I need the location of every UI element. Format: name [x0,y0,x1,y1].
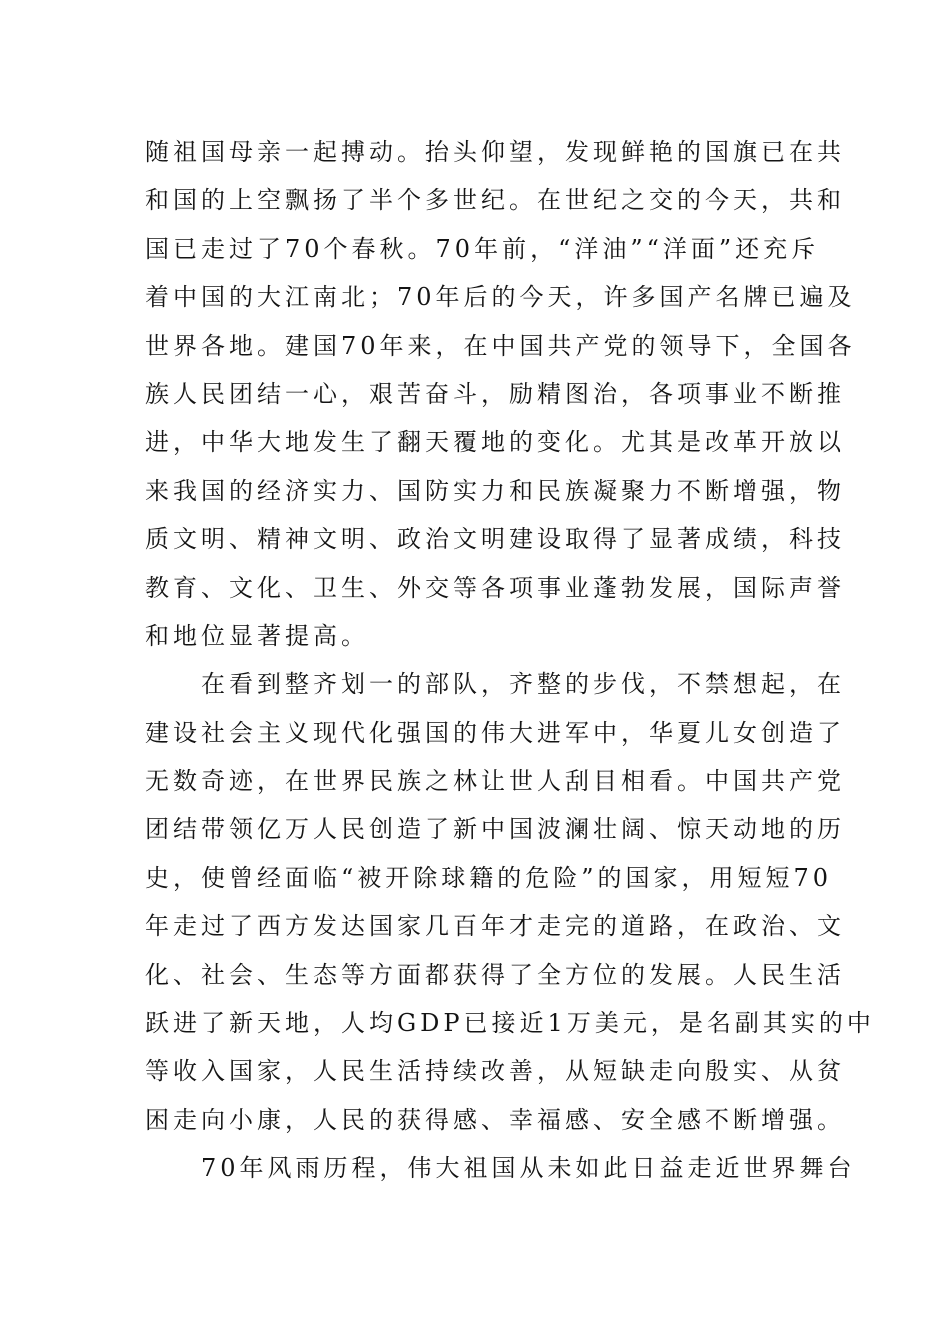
text-line: 国已走过了70个春秋。70年前，“洋油”“洋面”还充斥 [145,234,820,263]
text-line: 在看到整齐划一的部队，齐整的步伐，不禁想起，在 [201,670,845,699]
text-line: 教育、文化、卫生、外交等各项事业蓬勃发展，国际声誉 [145,573,845,602]
text-line: 困走向小康，人民的获得感、幸福感、安全感不断增强。 [145,1105,845,1134]
text-line: 化、社会、生态等方面都获得了全方位的发展。人民生活 [145,960,845,989]
text-line: 随祖国母亲一起搏动。抬头仰望，发现鲜艳的国旗已在共 [145,138,845,166]
paragraph-1 [145,128,856,660]
text-line: 世界各地。建国70年来，在中国共产党的领导下，全国各 [145,331,856,360]
text-line: 和地位显著提高。 [145,621,369,650]
text-line: 质文明、精神文明、政治文明建设取得了显著成绩，科技 [145,525,845,554]
text-line: 来我国的经济实力、国防实力和民族凝聚力不断增强，物 [145,476,845,505]
text-line: 着中国的大江南北；70年后的今天，许多国产名牌已遍及 [145,283,856,312]
text-line: 跃进了新天地，人均GDP已接近1万美元，是名副其实的中 [145,1009,875,1038]
text-line: 团结带领亿万人民创造了新中国波澜壮阔、惊天动地的历 [145,815,845,844]
text-line: 进，中华大地发生了翻天覆地的变化。尤其是改革开放以 [145,428,845,457]
paragraph-3 [145,1144,856,1192]
text-line: 等收入国家，人民生活持续改善，从短缺走向殷实、从贫 [145,1057,845,1086]
text-line: 70年风雨历程，伟大祖国从未如此日益走近世界舞台 [201,1154,856,1183]
text-line: 无数奇迹，在世界民族之林让世人刮目相看。中国共产党 [145,767,845,796]
text-line: 史，使曾经面临“被开除球籍的危险”的国家，用短短70 [145,863,833,892]
body-text [145,128,875,1193]
text-line: 和国的上空飘扬了半个多世纪。在世纪之交的今天，共和 [145,186,845,215]
text-line: 族人民团结一心，艰苦奋斗，励精图治，各项事业不断推 [145,379,845,408]
text-line: 年走过了西方发达国家几百年才走完的道路，在政治、文 [145,912,845,941]
paragraph-2 [145,660,875,1144]
text-line: 建设社会主义现代化强国的伟大进军中，华夏儿女创造了 [145,718,845,747]
